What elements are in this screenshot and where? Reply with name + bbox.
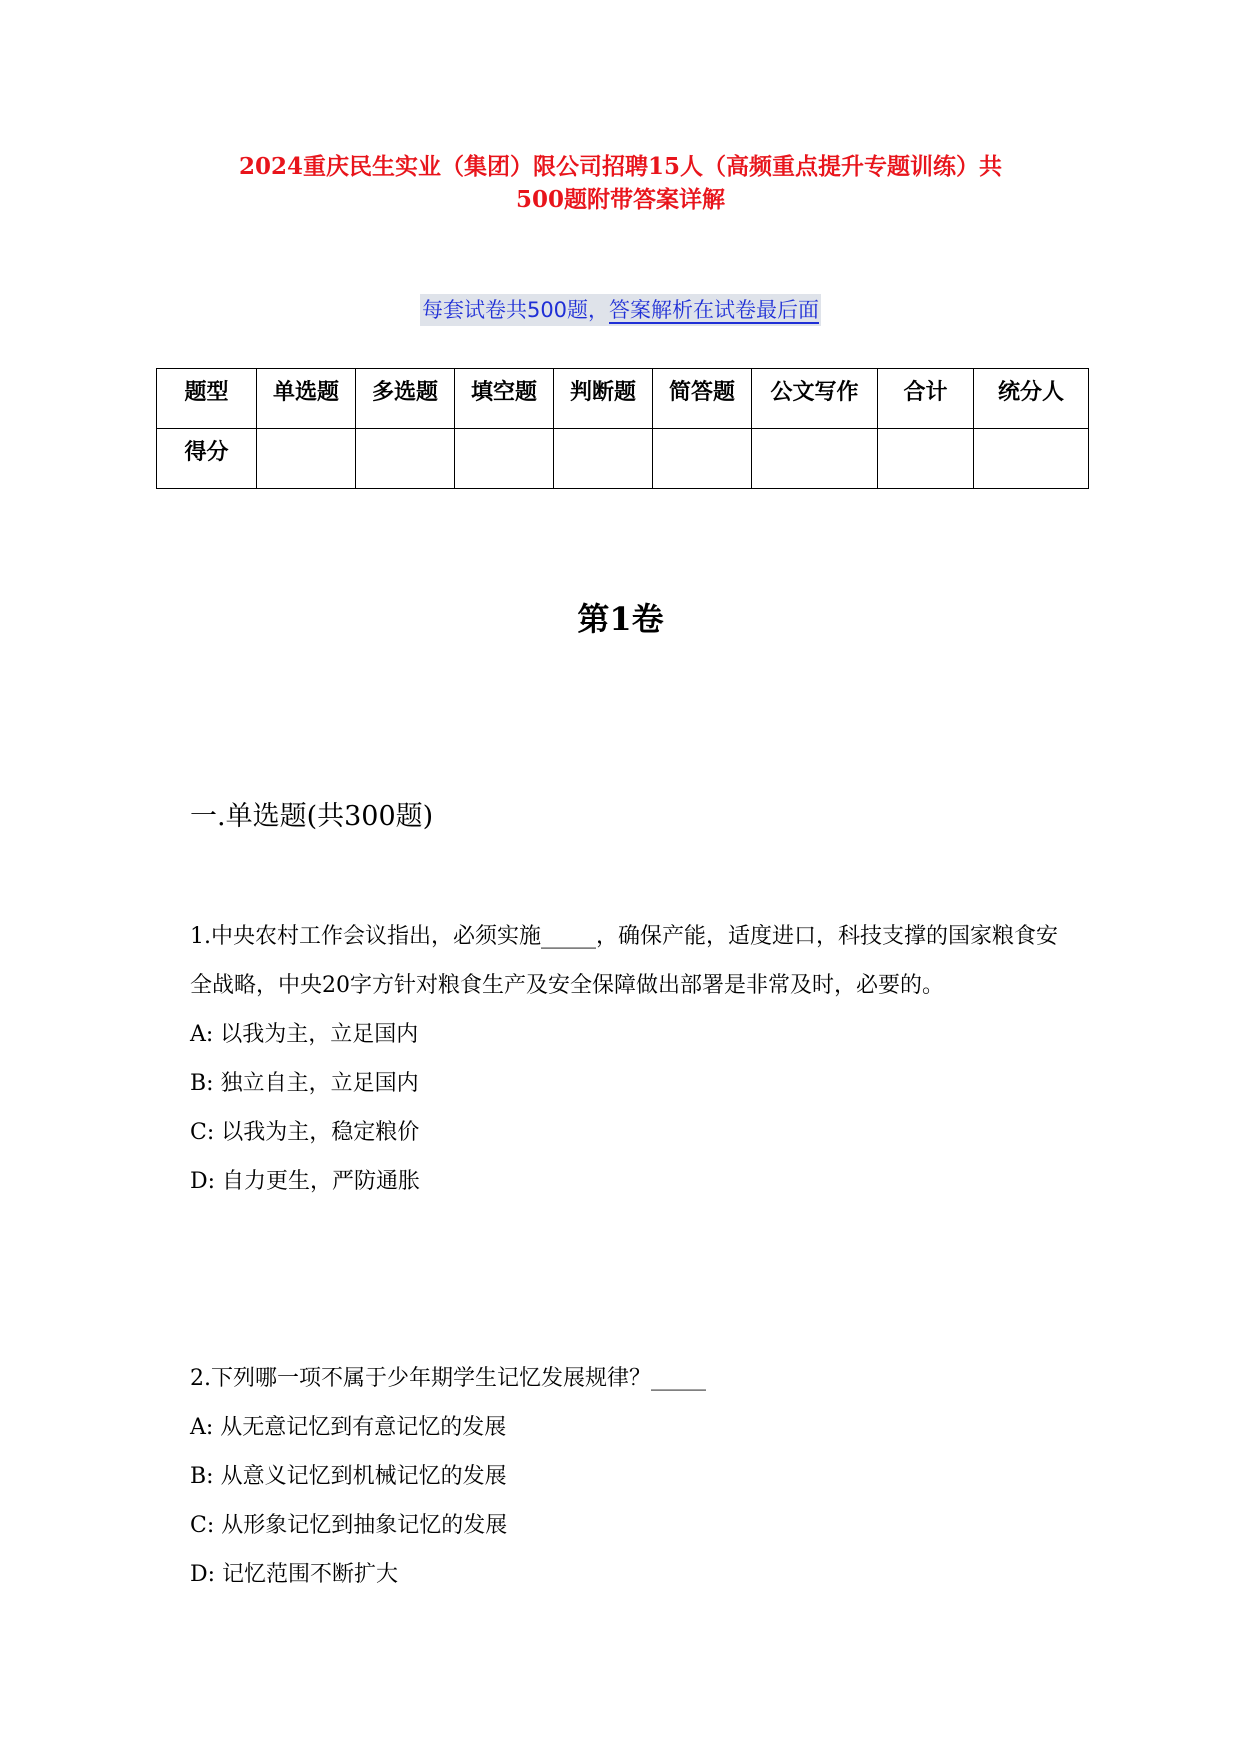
section-heading: 一.单选题(共300题)	[190, 801, 434, 832]
question-1	[190, 912, 1070, 1206]
title-line-2: 500题附带答案详解	[515, 186, 725, 213]
score-table-score-row	[157, 429, 1089, 489]
option-d: D: 自力更生，严防通胀	[190, 1169, 421, 1194]
option-a: A: 以我为主，立足国内	[190, 1022, 419, 1047]
question-2	[190, 1354, 1070, 1599]
score-cell	[752, 429, 878, 489]
header-cell: 单选题	[257, 369, 356, 429]
score-cell	[653, 429, 752, 489]
score-cell	[257, 429, 356, 489]
score-table	[156, 368, 1089, 489]
header-cell: 简答题	[653, 369, 752, 429]
subtitle-part-1: 每套试卷共500题，	[421, 298, 610, 322]
question-stem: 1.中央农村工作会议指出，必须实施_____，确保产能，适度进口，科技支撑的国家粮食安全战略，中央20字方针对粮食生产及安全保障做出部署是非常及时，必要的。	[190, 924, 1058, 998]
header-cell: 统分人	[974, 369, 1089, 429]
row-label: 得分	[157, 429, 257, 489]
option-c: C: 以我为主，稳定粮价	[190, 1120, 420, 1145]
score-table-header-row	[157, 369, 1089, 429]
option-a: A: 从无意记忆到有意记忆的发展	[190, 1415, 507, 1440]
score-cell	[878, 429, 974, 489]
header-cell: 公文写作	[752, 369, 878, 429]
subtitle	[420, 294, 821, 326]
header-cell: 合计	[878, 369, 974, 429]
option-b: B: 独立自主，立足国内	[190, 1071, 419, 1096]
title-line-1: 2024重庆民生实业（集团）限公司招聘15人（高频重点提升专题训练）共	[238, 153, 1003, 180]
score-cell	[974, 429, 1089, 489]
score-cell	[356, 429, 455, 489]
header-cell: 填空题	[455, 369, 554, 429]
volume-heading: 第1卷	[577, 600, 664, 638]
header-cell: 判断题	[554, 369, 653, 429]
option-b: B: 从意义记忆到机械记忆的发展	[190, 1464, 507, 1489]
subtitle-wrap	[0, 294, 1241, 326]
score-cell	[554, 429, 653, 489]
header-cell: 题型	[157, 369, 257, 429]
score-cell	[455, 429, 554, 489]
option-c: C: 从形象记忆到抽象记忆的发展	[190, 1513, 508, 1538]
question-stem: 2.下列哪一项不属于少年期学生记忆发展规律？_____	[190, 1366, 706, 1391]
subtitle-part-2: 答案解析在试卷最后面	[609, 298, 820, 322]
option-d: D: 记忆范围不断扩大	[190, 1562, 399, 1587]
document-title	[150, 150, 1091, 216]
header-cell: 多选题	[356, 369, 455, 429]
